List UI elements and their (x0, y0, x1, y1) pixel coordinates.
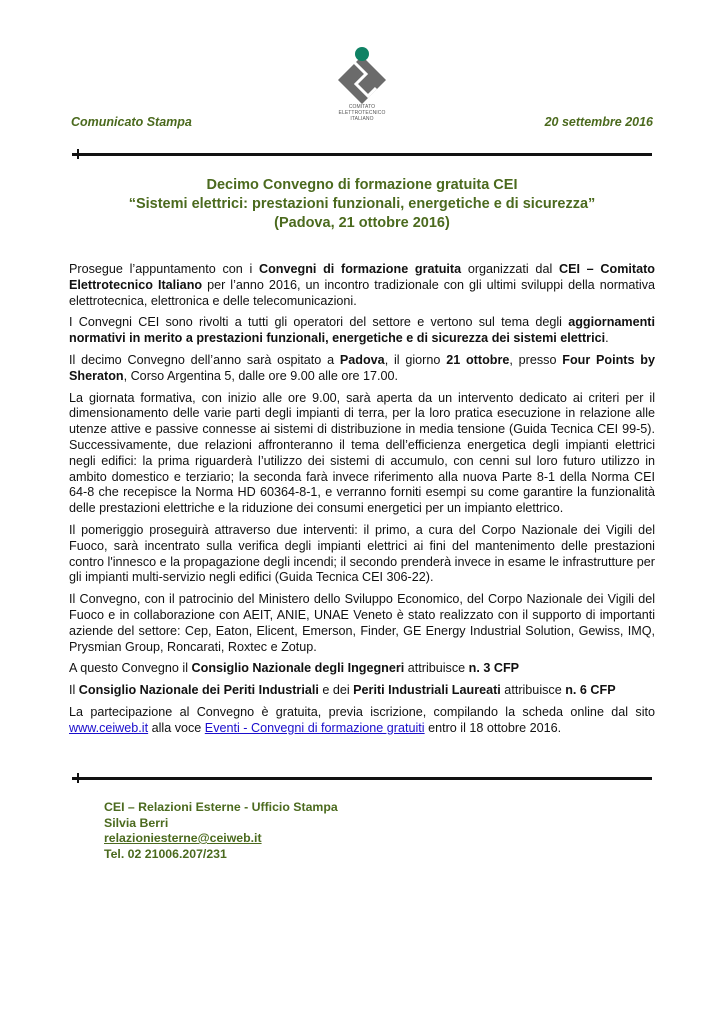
paragraph-venue: Il decimo Convegno dell’anno sarà ospitato a Padova, il giorno 21 ottobre, presso Four Points by Sheraton, Corso Argentina 5, dalle ore 9.00 alle ore 17.00. (69, 352, 655, 383)
divider-tick (77, 149, 79, 159)
contact-email-link[interactable]: relazioniesterne@ceiweb.it (104, 831, 262, 845)
press-release-title (60, 176, 664, 233)
title-line-3: (Padova, 21 ottobre 2016) (274, 215, 450, 231)
press-release-body (69, 262, 655, 743)
paragraph-engineers-credits: A questo Convegno il Consiglio Nazionale degli Ingegneri attribuisce n. 3 CFP (69, 661, 520, 676)
divider-tick (77, 773, 79, 783)
paragraph-sponsors: Il Convegno, con il patrocinio del Ministero dello Sviluppo Economico, del Corpo Nazionale dei Vigili del Fuoco e in collaborazione con AEIT, ANIE, UNAE Veneto è stato realizzato con il supporto di importanti aziende del settore: Cep, Eaton, Elicent, Emerson, Finder, GE Energy Industrial Solution, Gewiss, IMQ, Prysmian Group, Roncarati, Roxtec e Zotup. (69, 592, 655, 654)
title-line-1: Decimo Convegno di formazione gratuita CEI (206, 177, 518, 193)
eventi-convegni-link[interactable]: Eventi - Convegni di formazione gratuiti (204, 720, 425, 735)
paragraph-registration: La partecipazione al Convegno è gratuita, previa iscrizione, compilando la scheda online dal sito www.ceiweb.it alla voce Eventi - Convegni di formazione gratuiti entro il 18 ottobre 2016. (69, 704, 655, 735)
footer-divider (72, 777, 652, 780)
logo-caption (332, 104, 392, 122)
paragraph-periti-credits: Il Consiglio Nazionale dei Periti Industriali e dei Periti Industriali Laureati attribuisce n. 6 CFP (69, 683, 616, 698)
contact-phone: Tel. 02 21006.207/231 (104, 846, 227, 861)
logo-line-1: COMITATO (348, 104, 376, 110)
paragraph-afternoon-program: Il pomeriggio proseguirà attraverso due interventi: il primo, a cura del Corpo Nazionale dei Vigili del Fuoco, sarà incentrato sulla verifica degli impianti elettrici ai fini del mantenimento delle prestazioni contro l'innesco e la propagazione degli incendi; il secondo prenderà invece in esame le infrastrutture per gli impianti multi-servizio negli edifici (Guida Tecnica CEI 306-22). (69, 522, 655, 585)
contact-name: Silvia Berri (104, 815, 169, 830)
document-date: 20 settembre 2016 (544, 115, 653, 129)
cei-logo (332, 44, 392, 126)
contact-office: CEI – Relazioni Esterne - Ufficio Stampa (104, 800, 338, 814)
paragraph-intro: Prosegue l’appuntamento con i Convegni di formazione gratuita organizzati dal CEI – Comitato Elettrotecnico Italiano per l’anno 2016, un incontro tradizionale con gli ultimi sviluppi della normativa elettrotecnica, elettronica e delle telecomunicazioni. (69, 262, 655, 308)
document-type-label: Comunicato Stampa (71, 115, 192, 129)
title-line-2: “Sistemi elettrici: prestazioni funzionali, energetiche e di sicurezza” (128, 196, 596, 212)
paragraph-audience: I Convegni CEI sono rivolti a tutti gli operatori del settore e vertono sul tema degli aggiornamenti normativi in merito a prestazioni funzionali, energetiche e di sicurezza dei sistemi elettrici. (69, 315, 655, 346)
logo-line-2: ELETTROTECNICO (338, 110, 386, 116)
header-divider (72, 153, 652, 156)
cei-diamond-logo-icon (332, 44, 392, 104)
press-contact-block (104, 800, 338, 862)
logo-line-3: ITALIANO (350, 116, 374, 122)
paragraph-morning-program: La giornata formativa, con inizio alle ore 9.00, sarà aperta da un intervento dedicato ai criteri per il dimensionamento delle varie parti degli impianti di terra, per la loro pratica esecuzione in relazione alle utenze attive e passive connesse ai sistemi di distribuzione in media tensione (Guida Tecnica CEI 99-5). Successivamente, due relazioni affronteranno il tema dell’efficienza energetica degli impianti elettrici negli edifici: la prima riguarderà l’utilizzo dei sistemi di accumulo, con cenni sul loro futuro utilizzo in ambito domestico e terziario; la seconda farà invece riferimento alla nuova Parte 8-1 della Norma CEI 64-8 che recepisce la Norma HD 60364-8-1, e verranno forniti esempi su come garantire la funzionalità delle prestazioni elettriche e la riduzione dei consumi energetici per un impianto elettrico. (69, 390, 655, 516)
ceiweb-link[interactable]: www.ceiweb.it (69, 720, 149, 735)
